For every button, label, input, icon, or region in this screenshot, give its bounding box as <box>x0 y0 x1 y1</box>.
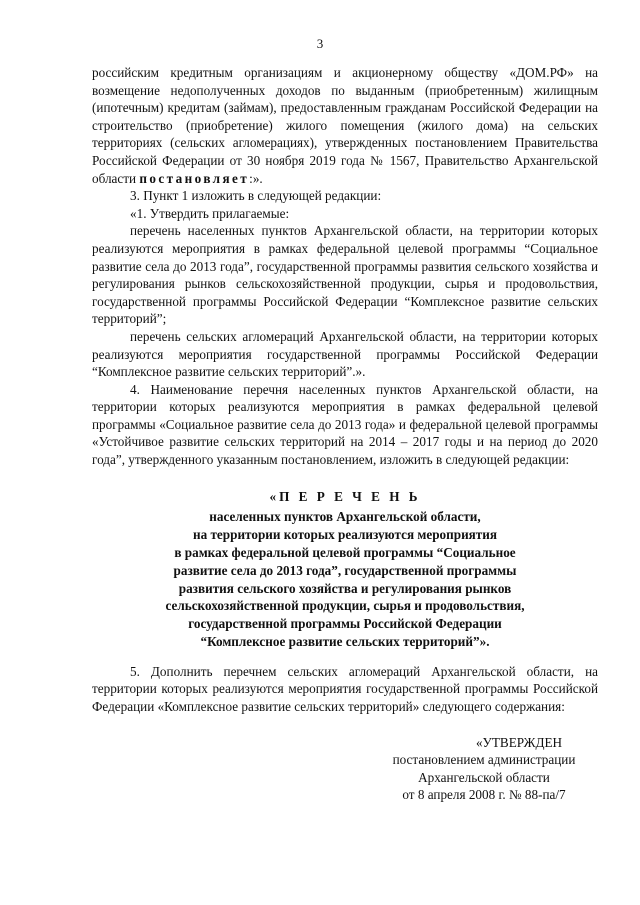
list-title-line: населенных пунктов Архангельской области, <box>209 509 481 525</box>
paragraph-2: 3. Пункт 1 изложить в следующей редакции: <box>130 188 382 204</box>
paragraph-7: 5. Дополнить перечнем сельских агломераций Архангельской области, на территории которых реализуются мероприятия государственной программы Российской Федерации «Комплексное развитие сельских территорий» следующего содержания: <box>92 663 598 715</box>
paragraph-3: «1. Утвердить прилагаемые: <box>130 205 290 221</box>
paragraph-1-end: :». <box>249 170 263 186</box>
list-title-line: развития сельского хозяйства и регулирования рынков <box>178 580 512 596</box>
list-title-line: “Комплексное развитие сельских территорий”». <box>200 634 490 650</box>
approved-line-2: постановлением администрации <box>392 752 576 768</box>
list-title-line: сельскохозяйственной продукции, сырья и продовольствия, <box>165 598 525 614</box>
list-title-heading: «П Е Р Е Ч Е Н Ь <box>269 488 421 504</box>
list-title-line: на территории которых реализуются мероприятия <box>192 527 498 543</box>
approval-stamp-block <box>370 734 598 804</box>
paragraph-5: перечень сельских агломераций Архангельской области, на территории которых реализуются мероприятия государственной программы Российской Федерации “Комплексное развитие сельских территорий”.». <box>92 328 598 380</box>
decree-word: постановляет <box>139 170 250 186</box>
paragraph-4: перечень населенных пунктов Архангельской области, на территории которых реализуются мероприятия в рамках федеральной целевой программы “Социальное развитие села до 2013 года”, государственной программы развития сельского хозяйства и регулирования рынков сельскохозяйственной продукции, сырья и продовольствия, государственной программы Российской Федерации “Комплексное развитие сельских территорий”; <box>92 223 598 327</box>
page-number: 3 <box>316 36 324 51</box>
document-body <box>92 64 598 804</box>
paragraph-1-text: российским кредитным организациям и акционерному обществу «ДОМ.РФ» на возмещение недополученных доходов по выданным (приобретенным) жилищным (ипотечным) кредитам (займам), предоставленным гражданам Российской Федерации на строительство (приобретение) жилого помещения (жилого дома) на сельских территориях (сельских агломерациях), утвержденных постановлением Правительства Российской Федерации от 30 ноября 2019 года № 1567, Правительство Архангельской области <box>92 65 598 186</box>
paragraph-6: 4. Наименование перечня населенных пунктов Архангельской области, на территории которых реализуются мероприятия в рамках федеральной целевой программы «Социальное развитие села до 2013 года» и федеральной целевой программы «Устойчивое развитие сельских территорий на 2014 – 2017 годы и на период до 2020 года”, утвержденного указанным постановлением, изложить в следующей редакции: <box>92 381 598 468</box>
approved-line-4: от 8 апреля 2008 г. № 88-па/7 <box>402 787 566 803</box>
list-title-line: развитие села до 2013 года”, государственной программы <box>173 562 517 578</box>
list-title-line: государственной программы Российской Федерации <box>188 616 502 632</box>
list-title-line: в рамках федеральной целевой программы “Социальное <box>174 545 516 561</box>
paragraph-1 <box>92 64 598 187</box>
approved-line-1: «УТВЕРЖДЕН <box>475 734 563 750</box>
approved-line-3: Архангельской области <box>418 769 550 785</box>
list-title-block <box>92 488 598 651</box>
